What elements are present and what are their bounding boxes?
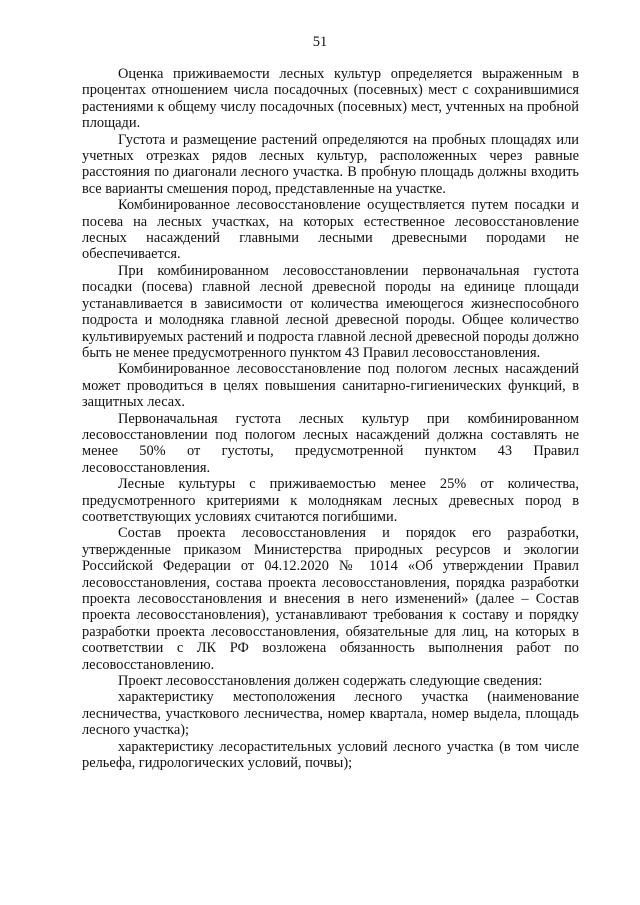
paragraph-project-composition: Состав проекта лесовосстановления и порядок его разработки, утвержденные приказом Министерства природных ресурсов и экологии Российской Федерации от 04.12.2020 № 1014 «Об утверждении Правил лесовосстановления, состава проекта лесовосстановления, порядка разработки проекта лесовосстановления и внесения в него изменений» (далее – Состав проекта лесовосстановления), устанавливают требования к составу и порядку разработки проекта лесовосстановления, обязательные для лиц, на которых в соответствии с ЛК РФ возложена обязанность выполнения работ по лесовосстановлению. bbox=[82, 525, 579, 673]
paragraph-project-content: Проект лесовосстановления должен содержать следующие сведения: bbox=[118, 673, 543, 690]
paragraph-combined-reforestation: Комбинированное лесовосстановление осуществляется путем посадки и посева на лесных участках, на которых естественное лесовосстановление лесных насаждений главными лесными древесными породами не обеспечивается. bbox=[82, 197, 579, 263]
paragraph-survival-assessment: Оценка приживаемости лесных культур определяется выраженным в процентах отношением числа посадочных (посевных) мест с сохранившимися растениями к общему числу посадочных (посевных) мест, учтенных на пробной площади. bbox=[82, 66, 579, 132]
page-body-text bbox=[82, 66, 579, 771]
paragraph-under-canopy: Комбинированное лесовосстановление под пологом лесных насаждений может проводиться в целях повышения санитарно-гигиенических функций, в защитных лесах. bbox=[82, 361, 579, 411]
list-item-location: характеристику местоположения лесного участка (наименование лесничества, участкового лесничества, номер квартала, номер выдела, площадь лесного участка); bbox=[82, 689, 579, 739]
page-number: 51 bbox=[312, 34, 328, 50]
paragraph-initial-density: При комбинированном лесовосстановлении первоначальная густота посадки (посева) главной лесной древесной породы на единице площади устанавливается в зависимости от количества имеющегося жизнеспособного подроста и молодняка главной лесной древесной породы. Общее количество культивируемых растений и подроста главной лесной древесной породы должно быть не менее предусмотренного пунктом 43 Правил лесовосстановления. bbox=[82, 262, 579, 361]
list-item-growing-conditions: характеристику лесорастительных условий лесного участка (в том числе рельефа, гидрологических условий, почвы); bbox=[82, 738, 579, 772]
paragraph-density-under-canopy: Первоначальная густота лесных культур при комбинированном лесовосстановлении под пологом лесных насаждений должна составлять не менее 50% от густоты, предусмотренной пунктом 43 Правил лесовосстановления. bbox=[82, 410, 579, 476]
paragraph-dead-cultures: Лесные культуры с приживаемостью менее 25% от количества, предусмотренного критериями к молоднякам лесных древесных пород в соответствующих условиях считаются погибшими. bbox=[82, 476, 579, 525]
paragraph-density-placement: Густота и размещение растений определяются на пробных площадях или учетных отрезках рядов лесных культур, расположенных через равные расстояния по диагонали лесного участка. В пробную площадь должны входить все варианты смешения пород, представленные на участке. bbox=[82, 131, 579, 197]
